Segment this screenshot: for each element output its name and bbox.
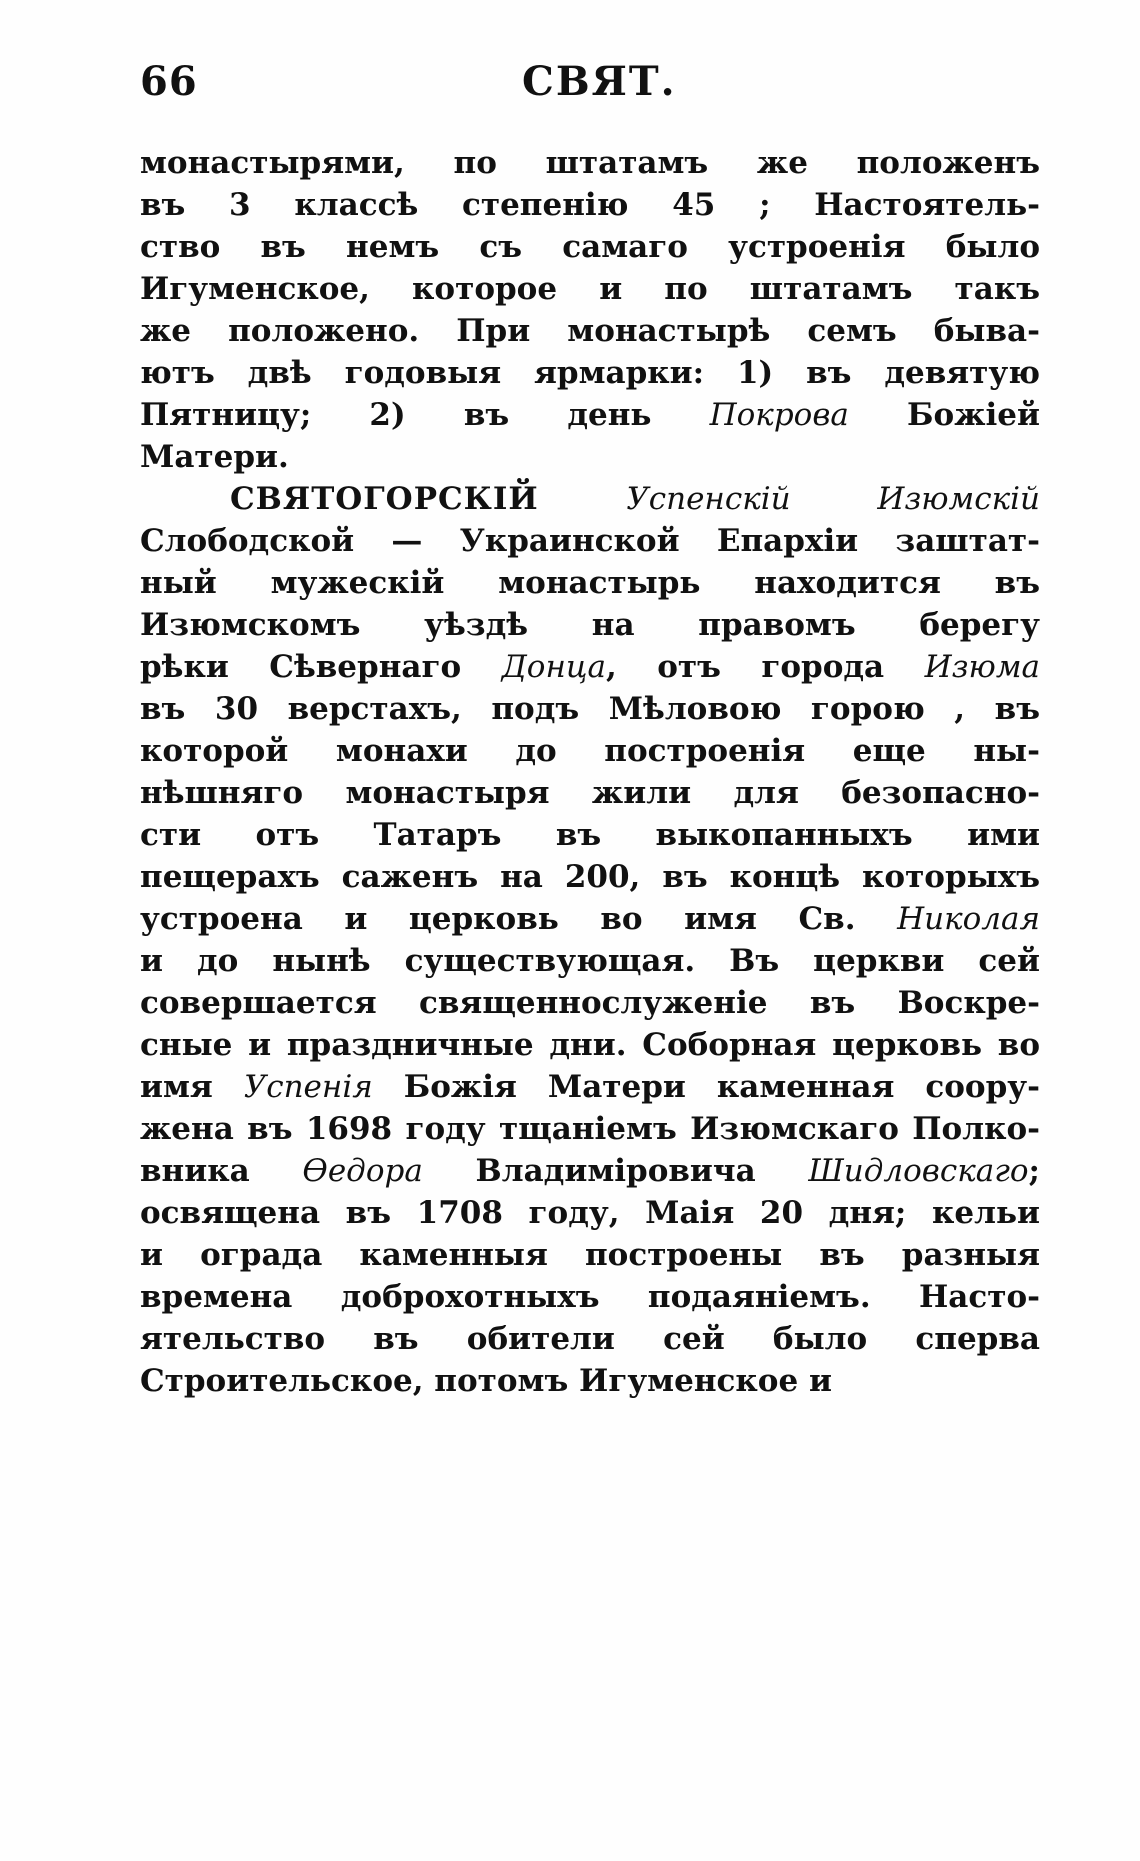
text-line bbox=[140, 604, 1040, 646]
text-line bbox=[140, 310, 1040, 352]
text-segment: пещерахъ саженъ на 200, въ концѣ которыхъ bbox=[140, 859, 1040, 895]
text-line bbox=[140, 646, 1040, 688]
text-line bbox=[140, 562, 1040, 604]
text-segment: монастырями, по штатамъ же положенъ bbox=[140, 145, 1040, 181]
text-segment: Владиміровича bbox=[422, 1153, 809, 1189]
italic-segment: Донца bbox=[501, 649, 607, 685]
text-line bbox=[140, 856, 1040, 898]
italic-segment: Успенскій Изюмскій bbox=[626, 481, 1040, 517]
text-line bbox=[140, 142, 1040, 184]
text-segment: ютъ двѣ годовыя ярмарки: 1) въ девятую bbox=[140, 355, 1040, 391]
text-line bbox=[140, 1192, 1040, 1234]
text-segment: ный мужескій монастырь находится въ bbox=[140, 565, 1040, 601]
text-line bbox=[140, 268, 1040, 310]
text-segment: времена доброхотныхъ подаяніемъ. Насто- bbox=[140, 1279, 1040, 1315]
text-line bbox=[140, 1066, 1040, 1108]
page-number: 66 bbox=[140, 58, 198, 105]
text-segment: которой монахи до построенія еще ны- bbox=[140, 733, 1040, 769]
italic-segment: Өедора bbox=[302, 1153, 423, 1189]
entry-heading: СВЯТОГОРСКІЙ bbox=[230, 481, 539, 517]
text-segment: сные и праздничные дни. Соборная церковь во bbox=[140, 1027, 1040, 1063]
text-line bbox=[140, 394, 1040, 436]
text-line bbox=[140, 1234, 1040, 1276]
text-segment: и до нынѣ существующая. Въ церкви сей bbox=[140, 943, 1040, 979]
text-segment: въ 3 классѣ степенію 45 ; Настоятель- bbox=[140, 187, 1040, 223]
text-line bbox=[140, 940, 1040, 982]
text-segment: сти отъ Татаръ въ выкопанныхъ ими bbox=[140, 817, 1040, 853]
text-line bbox=[140, 184, 1040, 226]
text-line bbox=[140, 352, 1040, 394]
text-line bbox=[140, 1360, 1040, 1402]
text-segment: устроена и церковь во имя Св. bbox=[140, 901, 898, 937]
page-header bbox=[140, 58, 1040, 118]
italic-segment: Успенія bbox=[243, 1069, 373, 1105]
text-line bbox=[140, 1024, 1040, 1066]
text-segment: же положено. При монастырѣ семъ быва- bbox=[140, 313, 1040, 349]
text-segment: и ограда каменныя построены въ разныя bbox=[140, 1237, 1040, 1273]
text-line bbox=[140, 1276, 1040, 1318]
text-segment: вника bbox=[140, 1153, 303, 1189]
running-head: СВЯТ. bbox=[522, 58, 677, 105]
text-segment: ятельство въ обители сей было сперва bbox=[140, 1321, 1040, 1357]
text-line bbox=[140, 1318, 1040, 1360]
text-segment: освящена въ 1708 году, Маія 20 дня; кельи bbox=[140, 1195, 1040, 1231]
text-line bbox=[140, 730, 1040, 772]
text-line bbox=[140, 478, 1040, 520]
text-line bbox=[140, 688, 1040, 730]
text-line bbox=[140, 436, 1040, 478]
text-line bbox=[140, 520, 1040, 562]
text-line bbox=[140, 1108, 1040, 1150]
text-segment: совершается священнослуженіе въ Воскре- bbox=[140, 985, 1040, 1021]
text-segment: Изюмскомъ уѣздѣ на правомъ берегу bbox=[140, 607, 1040, 643]
italic-segment: Покрова bbox=[709, 397, 849, 433]
italic-segment: Шидловскаго bbox=[808, 1153, 1029, 1189]
text-line bbox=[140, 814, 1040, 856]
text-segment: Божія Матери каменная соору- bbox=[372, 1069, 1040, 1105]
text-segment: ство въ немъ съ самаго устроенія было bbox=[140, 229, 1040, 265]
text-segment: , отъ города bbox=[606, 649, 925, 685]
text-segment: жена въ 1698 году тщаніемъ Изюмскаго Полко- bbox=[140, 1111, 1040, 1147]
text-line bbox=[140, 982, 1040, 1024]
text-segment: въ 30 верстахъ, подъ Мѣловою горою , въ bbox=[140, 691, 1040, 727]
text-line bbox=[140, 772, 1040, 814]
text-segment: имя bbox=[140, 1069, 244, 1105]
text-line bbox=[140, 898, 1040, 940]
text-segment: Строительское, потомъ Игуменское и bbox=[140, 1363, 832, 1399]
italic-segment: Николая bbox=[897, 901, 1040, 937]
text-line bbox=[140, 226, 1040, 268]
text-line bbox=[140, 1150, 1040, 1192]
text-segment: Слободской — Украинской Епархіи заштат- bbox=[140, 523, 1040, 559]
text-segment: Пятницу; 2) въ день bbox=[140, 397, 710, 433]
text-segment bbox=[539, 481, 627, 517]
text-segment: Матери. bbox=[140, 439, 289, 475]
text-segment: Божіей bbox=[848, 397, 1040, 433]
text-segment: Игуменское, которое и по штатамъ такъ bbox=[140, 271, 1040, 307]
text-segment: ; bbox=[1028, 1153, 1040, 1189]
italic-segment: Изюма bbox=[924, 649, 1040, 685]
text-segment: рѣки Сѣвернаго bbox=[140, 649, 502, 685]
body-text bbox=[140, 142, 1040, 1402]
text-segment: нѣшняго монастыря жили для безопасно- bbox=[140, 775, 1040, 811]
